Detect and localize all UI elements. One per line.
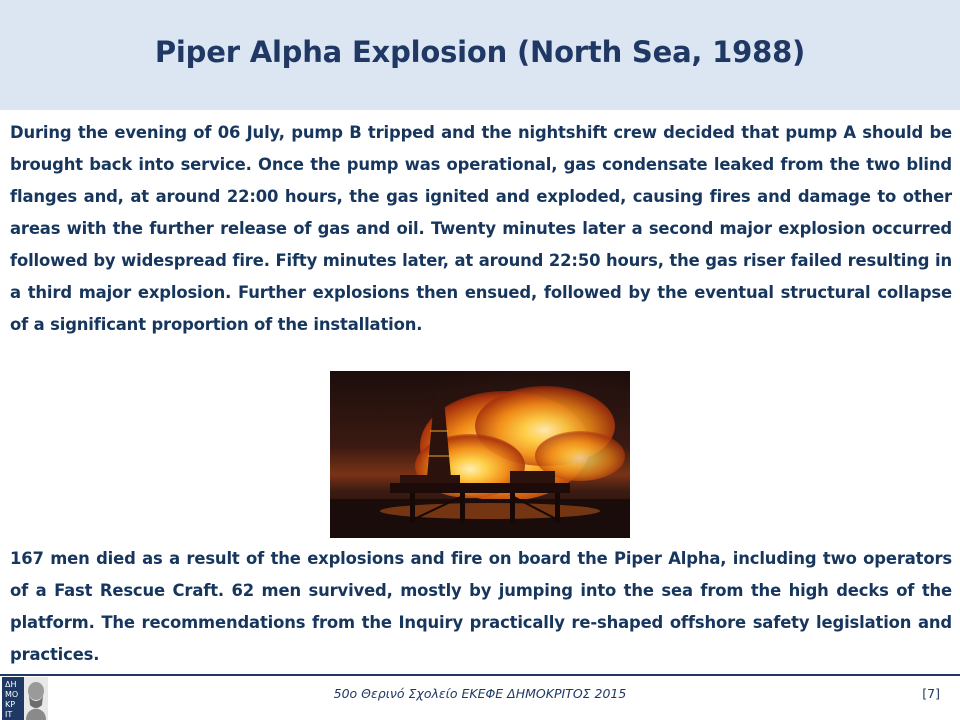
svg-text:ΔΗ: ΔΗ — [5, 680, 17, 689]
platform-fire-photo — [330, 371, 630, 538]
footer-text: 50ο Θερινό Σχολείο ΕΚΕΦΕ ΔΗΜΟΚΡΙΤΟΣ 2015 — [333, 686, 627, 701]
body-paragraph-1: During the evening of 06 July, pump B tripped and the nightshift crew decided that pump A should be brought back into service. Once the pump was operational, gas condensate leaked from the two blind flanges and, at around 22:00 hours, the gas ignited and exploded, causing fires and damage to other areas with the further release of gas and oil. Twenty minutes later a second major explosion occurred followed by widespread fire. Fifty minutes later, at around 22:50 hours, the gas riser failed resulting in a third major explosion. Further explosions then ensued, followed by the eventual structural collapse of a significant proportion of the installation. — [10, 123, 952, 334]
footer-divider — [0, 674, 960, 676]
svg-text:ΚΡ: ΚΡ — [5, 700, 16, 709]
title-band — [0, 0, 960, 110]
slide-title: Piper Alpha Explosion (North Sea, 1988) — [154, 35, 806, 69]
page-number: [7] — [922, 686, 940, 701]
svg-text:ΜΟ: ΜΟ — [5, 690, 19, 699]
body-paragraph-2: 167 men died as a result of the explosions and fire on board the Piper Alpha, including two operators of a Fast Rescue Craft. 62 men survived, mostly by jumping into the sea from the high decks of the platform. The recommendations from the Inquiry practically re-shaped offshore safety legislation and practices. — [10, 549, 952, 664]
svg-text:ΙΤ: ΙΤ — [5, 710, 13, 719]
